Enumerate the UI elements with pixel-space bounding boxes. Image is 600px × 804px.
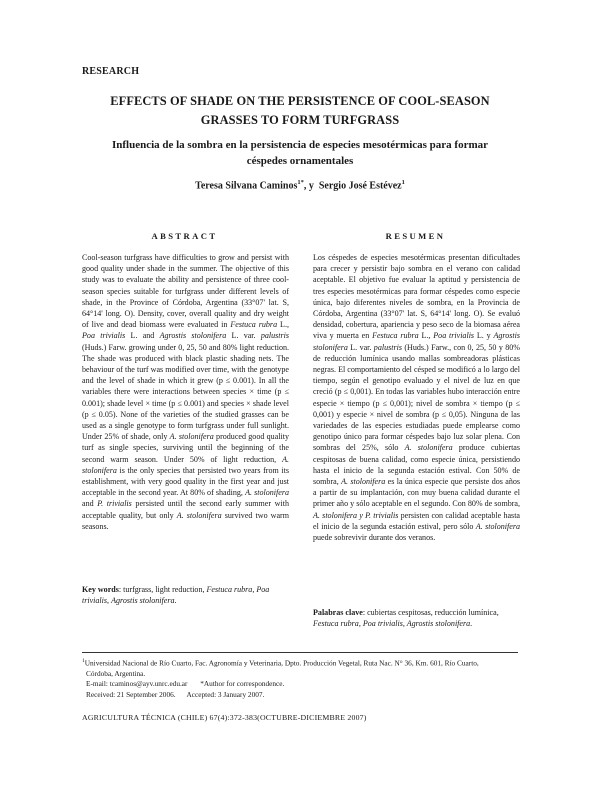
resumen-text: persisten con calidad aceptable hasta el inicio de la segunda estación estival, pero sólo — [313, 510, 521, 531]
author-2-affiliation-mark: 1 — [401, 179, 405, 186]
title-line-2: GRASSES TO FORM TURFGRASS — [200, 113, 400, 127]
author-list — [82, 179, 518, 191]
species-name: palustris — [260, 331, 289, 341]
paper-title — [60, 92, 540, 130]
resumen-heading: RESUMEN — [385, 231, 446, 241]
spanish-title-line-1: Influencia de la sombra en la persistencia de especies mesotérmicas para formar — [111, 139, 489, 151]
correspondence-note: *Author for correspondence. — [200, 679, 285, 689]
affiliation-line — [82, 656, 518, 669]
resumen-text: es la única especie que persiste dos años a partir de su implantación, con muy buena calidad durante el primer año y sólo aceptable en el segundo. Con 80% de sombra, — [313, 477, 521, 509]
dates-line — [82, 690, 518, 700]
journal-citation: AGRICULTURA TÉCNICA (CHILE) 67(4):372-383(OCTUBRE-DICIEMBRE 2007) — [82, 713, 367, 722]
palabras-clave — [313, 607, 520, 629]
abstract-text: is the only species that persisted two years from its establishment, with very good quality in the first year and just acceptable in the second year. At 80% of shading, — [82, 465, 289, 498]
abstract-text: Cool-season turfgrass have difficulties to grow and persist with good quality under shade in the summer. The objective of this study was to evaluate the ability and persistence of three cool-season species suitable for turfgrass under different levels of shade, in the Province of Córdoba, Argentina (33°07' lat. S, 64°14' long. O). Density, cover, overall quality and dry weight of live and dead biomass were evaluated in — [82, 253, 289, 330]
resumen-text: L. y — [474, 331, 494, 341]
abstract-text: and — [82, 499, 98, 509]
species-name: palustris — [373, 342, 402, 352]
resumen-text: produce cubiertas cespitosas de buena calidad, como especie única, persistiendo hasta el inicio de la segunda estación estival. Con 50% de sombra, — [313, 443, 521, 487]
species-name: A. stolonifera y P. trivialis — [313, 510, 399, 520]
species-name: A. stolonifera — [404, 443, 453, 453]
palabras-clave-label: Palabras clave — [313, 608, 363, 617]
keywords-text: : turfgrass, light reduction, — [118, 585, 207, 594]
palabras-clave-text: . — [470, 619, 473, 629]
resumen-text: (Huds.) Farw., con 0, 25, 50 y 80% de reducción lumínica usando mallas sombreadoras plásticas negras. El comportamiento del césped se modificó a lo largo del tiempo, según el genotipo evaluado y el nivel de luz en que creció (p ≤ 0,001). En todas las variables hubo interacción entre especie × tiempo (p ≤ 0,001); nivel de sombra × tiempo (p ≤ 0,001) y especie × nivel de sombra (p ≤ 0,05). Ninguna de las variedades de las especies estudiadas puede emplearse como genotipo único para formar céspedes bajo luz solar plena. Con sombras del 25%, sólo — [313, 342, 520, 453]
resumen-text: L. var. — [347, 342, 374, 352]
abstract-text: (Huds.) Farw. growing under 0, 25, 50 and 80% light reduction. The shade was produced with black plastic shading nets. The behaviour of the turf was modified over time, with the genotype and the level of shade in which it grew (p ≤ 0.001). In all the variables there were interactions between species × time (p ≤ 0.001); shade level × time (p ≤ 0.001) and species × shade level (p ≤ 0.05). None of the varieties of the studied grasses can be used as a single genotype to form turfgrass under full sunlight. Under 25% of shade, only — [82, 342, 289, 442]
affiliation-line-2: Córdoba, Argentina. — [86, 668, 146, 678]
abstract-text: persisted until the second early summer with acceptable quality, but only — [82, 499, 289, 520]
species-name: Festuca rubra — [230, 320, 278, 330]
abstract-text: produced good quality turf as single species, surviving until the beginning of the second warm season. Under 50% of light reduction, — [82, 432, 290, 464]
species-name: A. stolonifera — [475, 521, 520, 531]
abstract-text: L. and — [125, 331, 160, 341]
keywords — [82, 584, 289, 606]
section-label: RESEARCH — [82, 66, 140, 77]
contact-line — [82, 679, 518, 689]
resumen-paragraph — [313, 252, 520, 543]
spanish-title-line-2: céspedes ornamentales — [246, 155, 354, 167]
spanish-title — [90, 137, 510, 169]
species-name: A. stolonifera — [176, 510, 222, 520]
author-1-affiliation-mark: 1* — [297, 179, 304, 186]
resumen-body — [313, 252, 520, 543]
author-separator: , y — [303, 180, 314, 192]
species-name: P. trivialis — [97, 499, 132, 509]
species-name: Festuca rubra — [372, 331, 419, 341]
species-name: Agrostis stolonifera — [159, 331, 227, 341]
species-name: Agrostis stolonifera — [313, 331, 520, 352]
abstract-text: survived two warm seasons. — [82, 510, 289, 531]
species-name: A. stolonifera — [341, 477, 386, 487]
accepted-date: Accepted: 3 January 2007. — [186, 689, 265, 699]
keywords-text: . — [174, 596, 177, 606]
author-2: Sergio José Estévez — [318, 180, 402, 192]
abstract-text: L. var. — [226, 331, 261, 341]
species-name: Poa trivialis — [82, 331, 126, 341]
palabras-clave-text: : cubiertas cespitosas, reducción lumínica, — [362, 608, 499, 617]
resumen-text: L., — [418, 331, 434, 341]
affiliation-text: Universidad Nacional de Río Cuarto, Fac. Agronomía y Veterinaria, Dpto. Producción Vegetal, Ruta Nac. N° 36, Km. 601, Río Cuarto, — [84, 658, 479, 668]
species-name: Festuca rubra, Poa trivialis, Agrostis stolonifera — [313, 619, 471, 629]
abstract-heading: ABSTRACT — [151, 231, 218, 241]
species-name: Poa trivialis — [82, 585, 270, 606]
species-name: A. stolonifera — [82, 454, 289, 475]
species-name: A. stolonifera — [169, 432, 214, 442]
keywords-text: , — [252, 585, 257, 594]
email-text: E-mail: tcaminos@ayv.unrc.edu.ar — [86, 679, 188, 689]
affiliation-mark: 1 — [82, 658, 85, 664]
species-name: Agrostis stolonifera — [111, 596, 175, 606]
keywords-label: Key words — [82, 585, 119, 594]
footnote — [82, 656, 518, 700]
title-line-1: EFFECTS OF SHADE ON THE PERSISTENCE OF COOL-SEASON — [110, 94, 490, 108]
species-name: Poa trivialis — [433, 331, 475, 341]
resumen-text: puede sobrevivir durante dos veranos. — [313, 533, 436, 543]
author-1: Teresa Silvana Caminos — [195, 180, 298, 192]
footnote-divider — [82, 652, 518, 653]
keywords-text: , — [107, 596, 112, 606]
abstract-text: L., — [277, 320, 289, 330]
species-name: A. stolonifera — [245, 488, 289, 498]
species-name: Festuca rubra — [206, 585, 253, 594]
received-date: Received: 21 September 2006. — [86, 689, 176, 699]
resumen-text: Los céspedes de especies mesotérmicas presentan dificultades para crecer y persistir bajo sombra en el verano con calidad aceptable. El objetivo fue evaluar la aptitud y persistencia de tres especies mesotérmicas para formar céspedes como especie única, bajo diferentes niveles de sombra, en la Provincia de Córdoba, Argentina (33°07' lat. S, 64°14' long. O). Se evaluó densidad, cobertura, apariencia y peso seco de la biomasa aérea viva y muerta en — [313, 253, 520, 341]
abstract-paragraph — [82, 252, 289, 532]
abstract-body — [82, 252, 289, 532]
